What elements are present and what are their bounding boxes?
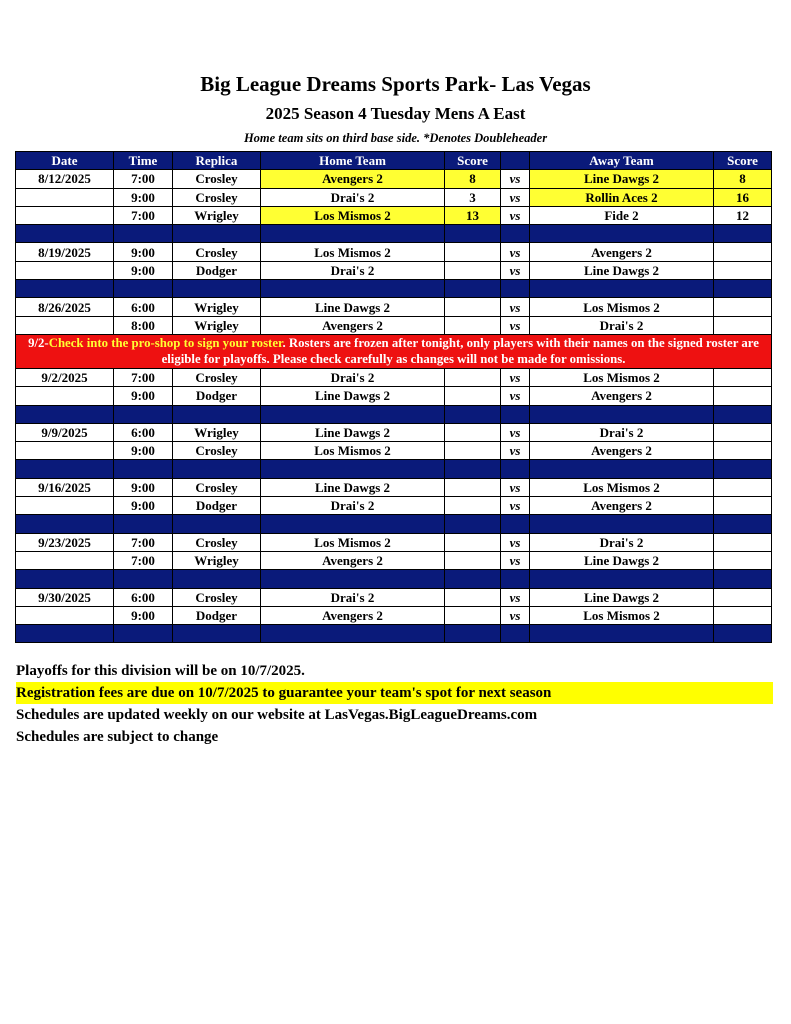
- away-team: Drai's 2: [530, 423, 714, 441]
- separator-cell: [16, 460, 114, 478]
- notice-text: . Rosters are frozen after tonight, only players with their names on the signed roster are eligible for playoffs. Please check carefully as changes will not be made for omissions.: [161, 336, 759, 367]
- separator-cell: [445, 225, 501, 243]
- game-date: [16, 206, 114, 224]
- separator-cell: [16, 515, 114, 533]
- game-time: 7:00: [114, 533, 173, 551]
- game-date: [16, 442, 114, 460]
- away-score: [714, 423, 772, 441]
- separator-cell: [114, 405, 173, 423]
- game-row: [16, 316, 772, 334]
- game-field: Dodger: [173, 261, 261, 279]
- away-team: Line Dawgs 2: [530, 551, 714, 569]
- separator-cell: [16, 225, 114, 243]
- separator-cell: [501, 280, 530, 298]
- home-score: [445, 551, 501, 569]
- separator-cell: [114, 625, 173, 643]
- away-score: [714, 316, 772, 334]
- separator-cell: [261, 225, 445, 243]
- away-team: Avengers 2: [530, 442, 714, 460]
- game-date: [16, 316, 114, 334]
- home-team: Avengers 2: [261, 551, 445, 569]
- col-time: Time: [114, 152, 173, 170]
- game-time: 9:00: [114, 387, 173, 405]
- game-time: 7:00: [114, 551, 173, 569]
- home-team: Line Dawgs 2: [261, 387, 445, 405]
- game-field: Crosley: [173, 243, 261, 261]
- game-time: 6:00: [114, 423, 173, 441]
- game-field: Crosley: [173, 170, 261, 188]
- vs-label: vs: [501, 188, 530, 206]
- home-team: Los Mismos 2: [261, 442, 445, 460]
- home-score: 13: [445, 206, 501, 224]
- notice-highlight: Check into the pro-shop to sign your roster: [48, 336, 283, 351]
- away-score: [714, 606, 772, 624]
- col-home-team: Home Team: [261, 152, 445, 170]
- separator-row: [16, 225, 772, 243]
- game-field: Crosley: [173, 368, 261, 386]
- game-date: 9/23/2025: [16, 533, 114, 551]
- away-team: Los Mismos 2: [530, 478, 714, 496]
- away-score: 16: [714, 188, 772, 206]
- doubleheader-note: Home team sits on third base side. *Denotes Doubleheader: [243, 131, 548, 145]
- separator-cell: [261, 570, 445, 588]
- game-date: 9/16/2025: [16, 478, 114, 496]
- col-away-score: Score: [714, 152, 772, 170]
- vs-label: vs: [501, 606, 530, 624]
- game-field: Crosley: [173, 442, 261, 460]
- separator-cell: [173, 405, 261, 423]
- game-row: [16, 497, 772, 515]
- away-team: Drai's 2: [530, 533, 714, 551]
- separator-cell: [530, 515, 714, 533]
- separator-cell: [16, 625, 114, 643]
- vs-label: vs: [501, 206, 530, 224]
- game-field: Wrigley: [173, 316, 261, 334]
- separator-cell: [501, 570, 530, 588]
- game-field: Wrigley: [173, 551, 261, 569]
- away-team: Los Mismos 2: [530, 298, 714, 316]
- away-team: Fide 2: [530, 206, 714, 224]
- separator-cell: [114, 460, 173, 478]
- game-time: 9:00: [114, 442, 173, 460]
- separator-cell: [530, 625, 714, 643]
- game-date: [16, 188, 114, 206]
- separator-cell: [445, 515, 501, 533]
- game-time: 9:00: [114, 606, 173, 624]
- home-team: Los Mismos 2: [261, 533, 445, 551]
- game-time: 9:00: [114, 188, 173, 206]
- separator-cell: [501, 515, 530, 533]
- separator-cell: [16, 405, 114, 423]
- away-team: Los Mismos 2: [530, 606, 714, 624]
- separator-cell: [261, 515, 445, 533]
- separator-row: [16, 405, 772, 423]
- away-score: [714, 368, 772, 386]
- home-team: Drai's 2: [261, 368, 445, 386]
- away-team: Los Mismos 2: [530, 368, 714, 386]
- separator-cell: [16, 280, 114, 298]
- separator-cell: [714, 570, 772, 588]
- home-score: [445, 316, 501, 334]
- game-date: 9/9/2025: [16, 423, 114, 441]
- game-date: [16, 387, 114, 405]
- vs-label: vs: [501, 423, 530, 441]
- separator-cell: [530, 225, 714, 243]
- away-score: [714, 298, 772, 316]
- separator-cell: [714, 225, 772, 243]
- game-row: [16, 387, 772, 405]
- game-date: [16, 497, 114, 515]
- separator-cell: [714, 460, 772, 478]
- notice-date: 9/2-: [28, 336, 49, 351]
- playoffs-note: Playoffs for this division will be on 10/7/2025.: [16, 663, 305, 679]
- game-time: 6:00: [114, 588, 173, 606]
- col-replica: Replica: [173, 152, 261, 170]
- home-score: [445, 478, 501, 496]
- game-time: 7:00: [114, 170, 173, 188]
- separator-cell: [501, 405, 530, 423]
- separator-cell: [530, 460, 714, 478]
- game-date: [16, 261, 114, 279]
- subject-to-change-note: Schedules are subject to change: [16, 729, 219, 745]
- game-time: 9:00: [114, 243, 173, 261]
- separator-cell: [714, 405, 772, 423]
- game-date: 9/30/2025: [16, 588, 114, 606]
- game-time: 7:00: [114, 368, 173, 386]
- game-date: 9/2/2025: [16, 368, 114, 386]
- away-score: [714, 387, 772, 405]
- game-field: Crosley: [173, 588, 261, 606]
- col-date: Date: [16, 152, 114, 170]
- away-score: [714, 533, 772, 551]
- away-team: Rollin Aces 2: [530, 188, 714, 206]
- game-date: [16, 551, 114, 569]
- separator-cell: [714, 515, 772, 533]
- game-row: [16, 442, 772, 460]
- separator-cell: [173, 515, 261, 533]
- website-note: Schedules are updated weekly on our website at LasVegas.BigLeagueDreams.com: [16, 707, 538, 723]
- vs-label: vs: [501, 170, 530, 188]
- vs-label: vs: [501, 551, 530, 569]
- home-team: Los Mismos 2: [261, 243, 445, 261]
- vs-label: vs: [501, 478, 530, 496]
- separator-cell: [173, 570, 261, 588]
- game-field: Dodger: [173, 606, 261, 624]
- home-team: Avengers 2: [261, 606, 445, 624]
- home-team: Drai's 2: [261, 497, 445, 515]
- game-row: [16, 478, 772, 496]
- vs-label: vs: [501, 497, 530, 515]
- vs-label: vs: [501, 261, 530, 279]
- home-team: Line Dawgs 2: [261, 478, 445, 496]
- separator-cell: [16, 570, 114, 588]
- roster-notice-row: [16, 334, 772, 368]
- game-date: 8/19/2025: [16, 243, 114, 261]
- home-team: Avengers 2: [261, 170, 445, 188]
- separator-row: [16, 625, 772, 643]
- vs-label: vs: [501, 243, 530, 261]
- game-field: Wrigley: [173, 206, 261, 224]
- away-score: 8: [714, 170, 772, 188]
- separator-row: [16, 460, 772, 478]
- game-row: [16, 243, 772, 261]
- game-time: 9:00: [114, 478, 173, 496]
- separator-cell: [445, 570, 501, 588]
- home-team: Los Mismos 2: [261, 206, 445, 224]
- game-row: [16, 261, 772, 279]
- home-score: [445, 423, 501, 441]
- home-score: [445, 533, 501, 551]
- game-field: Wrigley: [173, 423, 261, 441]
- away-score: [714, 478, 772, 496]
- header-row: [16, 152, 772, 170]
- home-score: [445, 368, 501, 386]
- away-score: [714, 442, 772, 460]
- home-score: [445, 387, 501, 405]
- home-score: 3: [445, 188, 501, 206]
- separator-cell: [501, 625, 530, 643]
- separator-cell: [445, 625, 501, 643]
- game-time: 7:00: [114, 206, 173, 224]
- home-team: Drai's 2: [261, 588, 445, 606]
- home-score: [445, 497, 501, 515]
- game-row: [16, 368, 772, 386]
- separator-cell: [530, 405, 714, 423]
- home-team: Line Dawgs 2: [261, 423, 445, 441]
- home-score: [445, 442, 501, 460]
- separator-cell: [173, 625, 261, 643]
- separator-cell: [173, 460, 261, 478]
- away-score: [714, 588, 772, 606]
- game-row: [16, 188, 772, 206]
- away-score: [714, 261, 772, 279]
- separator-cell: [445, 280, 501, 298]
- separator-row: [16, 280, 772, 298]
- game-time: 9:00: [114, 497, 173, 515]
- separator-cell: [114, 280, 173, 298]
- page-subtitle: 2025 Season 4 Tuesday Mens A East: [265, 104, 526, 123]
- col-away-team: Away Team: [530, 152, 714, 170]
- game-field: Crosley: [173, 533, 261, 551]
- footer-notes: [16, 660, 773, 748]
- game-row: [16, 588, 772, 606]
- separator-cell: [173, 225, 261, 243]
- separator-cell: [445, 460, 501, 478]
- separator-cell: [114, 570, 173, 588]
- schedule-body: [16, 170, 772, 643]
- away-team: Drai's 2: [530, 316, 714, 334]
- game-time: 9:00: [114, 261, 173, 279]
- vs-label: vs: [501, 368, 530, 386]
- game-field: Wrigley: [173, 298, 261, 316]
- home-score: [445, 243, 501, 261]
- separator-cell: [714, 280, 772, 298]
- away-score: [714, 497, 772, 515]
- game-time: 6:00: [114, 298, 173, 316]
- home-score: [445, 588, 501, 606]
- game-row: [16, 206, 772, 224]
- page-title: Big League Dreams Sports Park- Las Vegas: [200, 72, 591, 96]
- game-row: [16, 423, 772, 441]
- home-score: [445, 298, 501, 316]
- game-field: Dodger: [173, 387, 261, 405]
- separator-cell: [445, 405, 501, 423]
- separator-cell: [530, 280, 714, 298]
- game-date: [16, 606, 114, 624]
- game-field: Crosley: [173, 478, 261, 496]
- game-field: Crosley: [173, 188, 261, 206]
- separator-cell: [501, 225, 530, 243]
- col-home-score: Score: [445, 152, 501, 170]
- registration-note: Registration fees are due on 10/7/2025 to guarantee your team's spot for next season: [16, 682, 773, 704]
- away-score: 12: [714, 206, 772, 224]
- vs-label: vs: [501, 533, 530, 551]
- away-team: Avengers 2: [530, 243, 714, 261]
- game-row: [16, 551, 772, 569]
- roster-notice: [16, 334, 772, 368]
- away-score: [714, 243, 772, 261]
- separator-cell: [501, 460, 530, 478]
- home-score: [445, 606, 501, 624]
- separator-row: [16, 570, 772, 588]
- separator-cell: [261, 460, 445, 478]
- separator-cell: [114, 515, 173, 533]
- away-team: Line Dawgs 2: [530, 588, 714, 606]
- separator-row: [16, 515, 772, 533]
- away-team: Avengers 2: [530, 387, 714, 405]
- vs-label: vs: [501, 588, 530, 606]
- away-score: [714, 551, 772, 569]
- vs-label: vs: [501, 442, 530, 460]
- game-row: [16, 606, 772, 624]
- away-team: Line Dawgs 2: [530, 261, 714, 279]
- separator-cell: [114, 225, 173, 243]
- game-row: [16, 170, 772, 188]
- vs-label: vs: [501, 316, 530, 334]
- separator-cell: [261, 625, 445, 643]
- game-date: 8/26/2025: [16, 298, 114, 316]
- game-row: [16, 298, 772, 316]
- home-team: Drai's 2: [261, 261, 445, 279]
- home-score: [445, 261, 501, 279]
- game-date: 8/12/2025: [16, 170, 114, 188]
- separator-cell: [261, 405, 445, 423]
- separator-cell: [714, 625, 772, 643]
- home-team: Line Dawgs 2: [261, 298, 445, 316]
- game-field: Dodger: [173, 497, 261, 515]
- home-team: Drai's 2: [261, 188, 445, 206]
- home-score: 8: [445, 170, 501, 188]
- col-vs: [501, 152, 530, 170]
- separator-cell: [261, 280, 445, 298]
- schedule-table: [15, 151, 772, 643]
- home-team: Avengers 2: [261, 316, 445, 334]
- separator-cell: [530, 570, 714, 588]
- game-row: [16, 533, 772, 551]
- vs-label: vs: [501, 387, 530, 405]
- away-team: Line Dawgs 2: [530, 170, 714, 188]
- away-team: Avengers 2: [530, 497, 714, 515]
- game-time: 8:00: [114, 316, 173, 334]
- separator-cell: [173, 280, 261, 298]
- vs-label: vs: [501, 298, 530, 316]
